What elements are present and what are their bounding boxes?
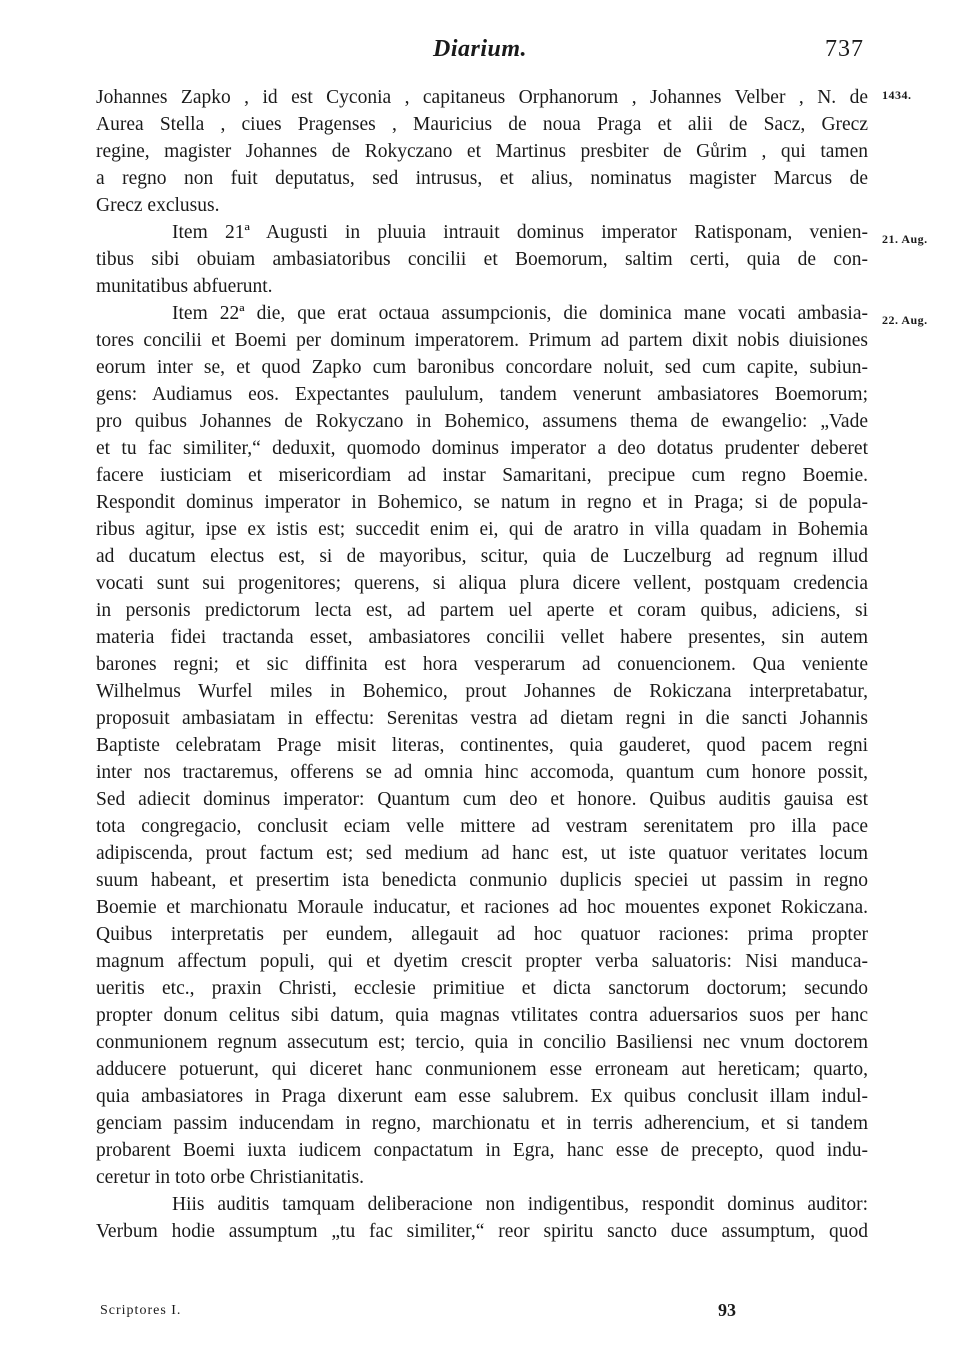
body-text: [96, 84, 868, 1245]
text-line: facere iusticiam et misericordiam ad instar Samaritani, precipue cum regno Boemie.: [96, 465, 868, 486]
text-line: eorum inter se, et quod Zapko cum baronibus concordare noluit, sed cum capite, subiun-: [96, 357, 868, 378]
text-line: Baptiste celebratam Prage misit literas, continentes, quia gauderet, quod pacem regni: [96, 735, 868, 756]
text-line: et tu fac similiter,“ deduxit, quomodo dominus imperator a deo dotatus prudenter deberet: [96, 438, 868, 459]
text-line: ceretur in toto orbe Christianitatis.: [96, 1167, 365, 1188]
text-line: tores concilii et Boemi per dominum imperatorem. Primum ad partem dixit nobis diuisiones: [96, 330, 868, 351]
running-title: Diarium.: [432, 36, 528, 62]
text-line: munitatibus abfuerunt.: [96, 276, 273, 297]
text-line: magnum affectum populi, qui et dyetim crescit propter verba saluatoris: Nisi manduca-: [96, 951, 868, 972]
text-line: probarent Boemi iuxta iudicem conpactatum in Egra, hanc esse de precepto, quod indu-: [96, 1140, 868, 1161]
text-line: regine, magister Johannes de Rokyczano et Martinus presbiter de Gůrim , qui tamen: [96, 141, 868, 162]
text-line: in personis predictorum lecta est, ad partem uel aperte et coram quibus, adiciens, si: [96, 600, 868, 621]
text-line: Johannes Zapko , id est Cyconia , capitaneus Orphanorum , Johannes Velber , N. de: [96, 87, 868, 108]
text-line: ad ducatum electus est, si de mayoribus, scitur, quia de Luczelburg ad regnum illud: [96, 546, 868, 567]
text-line: barones regni; et sic diffinita est hora vesperarum ad conuencionem. Qua veniente: [96, 654, 868, 675]
text-line: ribus agitur, ipse ex istis est; succedit enim ei, qui de aratro in villa quadam in Bohemia: [96, 519, 868, 540]
margin-note-aug21: 21. Aug.: [882, 232, 928, 246]
text-line: tibus sibi obuiam ambasiatoribus concilii et Boemorum, saltim certi, quia de con-: [96, 249, 868, 270]
text-line: gens: Audiamus eos. Expectantes paululum, tandem venerunt ambasiatores Boemorum;: [96, 384, 868, 405]
text-line: Item 21ª Augusti in pluuia intrauit dominus imperator Ratisponam, venien-: [172, 222, 868, 243]
text-line: Item 22ª die, que erat octaua assumpcionis, die dominica mane vocati ambasia-: [172, 303, 868, 324]
text-line: inter nos tractaremus, offerens se ad omnia hinc accomoda, quantum cum honore possit,: [96, 762, 868, 783]
text-line: conmunionem regnum assecutum est; tercio, quia in concilio Basiliensi nec vnum doctorem: [96, 1032, 868, 1053]
text-line: Grecz exclusus.: [96, 195, 220, 216]
text-line: proposuit ambasiatam in effectu: Serenitas vestra ad dietam regni in die sancti Johannis: [96, 708, 868, 729]
text-line: Quibus interpretatis per eundem, allegauit ad hoc quatuor raciones: prima propter: [96, 924, 868, 945]
text-line: Hiis auditis tamquam deliberacione non indigentibus, respondit dominus auditor:: [172, 1194, 868, 1215]
text-line: adducere potuerunt, qui diceret hanc conmunionem esse erroneam aut hereticam; quarto,: [96, 1059, 868, 1080]
text-line: Aurea Stella , ciues Pragenses , Mauricius de noua Praga et alii de Sacz, Grecz: [96, 114, 868, 135]
text-line: tota congregacio, conclusit eciam velle mittere ad vestram serenitatem pro illa pace: [96, 816, 868, 837]
text-line: Wilhelmus Wurfel miles in Bohemico, prout Johannes de Rokiczana interpretabatur,: [96, 681, 868, 702]
text-line: Verbum hodie assumptum „tu fac similiter,“ reor spiritu sancto duce assumptum, quod: [96, 1221, 868, 1242]
text-line: pro quibus Johannes de Rokyczano in Bohemico, assumens thema de ewangelio: „Vade: [96, 411, 868, 432]
margin-note-aug22: 22. Aug.: [882, 313, 928, 327]
text-line: Sed adiecit dominus imperator: Quantum cum deo et honore. Quibus auditis gauisa est: [96, 789, 868, 810]
footer-sheet-number: 93: [718, 1300, 736, 1320]
text-line: vocati sunt sui progenitores; querens, si aliqua plura dicere vellent, postquam credencia: [96, 573, 868, 594]
text-line: a regno non fuit deputatus, sed intrusus, et alius, nominatus magister Marcus de: [96, 168, 868, 189]
text-line: quia ambasiatores in Praga dixerunt eam esse salubrem. Ex quibus conclusit illam indul-: [96, 1086, 868, 1107]
text-line: Respondit dominus imperator in Bohemico, se natum in regno et in Praga; si de popula-: [96, 492, 868, 513]
text-line: adipiscenda, prout factum est; sed medium ad hanc est, ut iste quatuor veritates locum: [96, 843, 868, 864]
text-line: propter donum celitus sibi datum, quia magnas vtilitates contra aduersarios suos per hanc: [96, 1005, 868, 1026]
text-line: ueritis etc., praxin Christi, ecclesie primitiue et dicta sanctorum doctorum; secundo: [96, 978, 868, 999]
text-line: Boemie et marchionatu Moraule inducatur, et raciones ad hoc mouentes exponet Rokiczana.: [96, 897, 868, 918]
page-number: 737: [825, 36, 864, 62]
footer-signature: Scriptores I.: [100, 1303, 182, 1318]
text-line: suum habeant, et presertim ista benedicta conmunio duplicis speciei ut passim in regno: [96, 870, 868, 891]
margin-note-year: 1434.: [882, 88, 912, 102]
text-line: genciam passim inducendam in regno, marchionatu et in terris adherencium, et si tandem: [96, 1113, 868, 1134]
text-line: materia fidei tractanda esset, ambasiatores concilii vellet habere presentes, sin autem: [96, 627, 868, 648]
